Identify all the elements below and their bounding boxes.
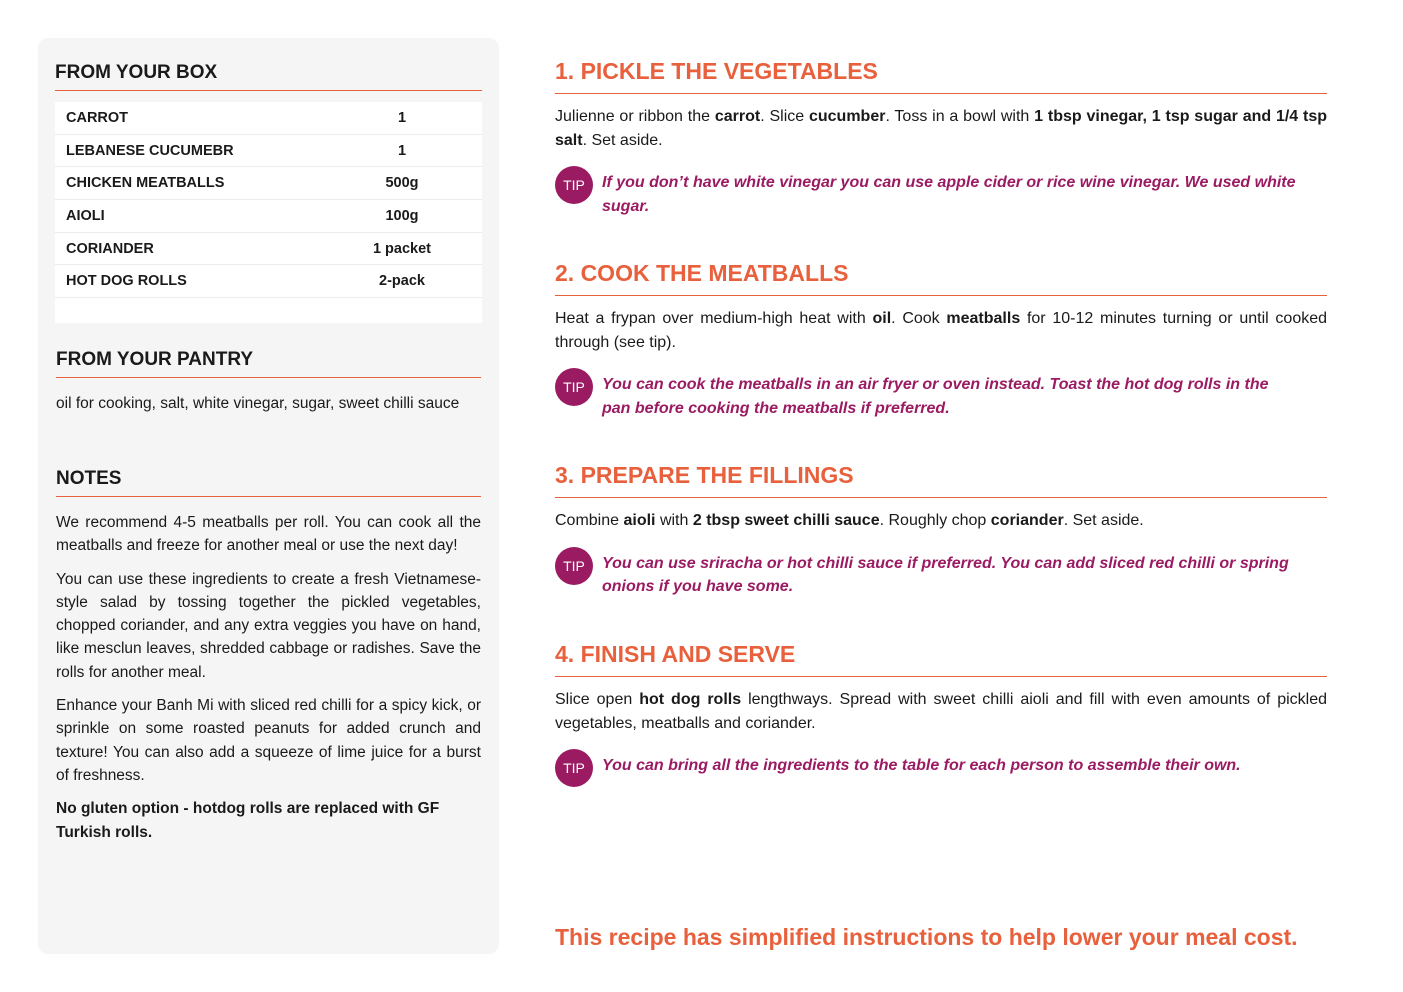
ingredient-qty: 500g bbox=[385, 175, 419, 192]
step-body bbox=[555, 307, 1327, 354]
step-text: . Slice bbox=[760, 108, 809, 125]
step-title: 4. FINISH AND SERVE bbox=[555, 641, 1327, 677]
ingredient-qty: 1 bbox=[397, 142, 407, 159]
from-your-pantry-section bbox=[56, 349, 481, 415]
from-your-box-section bbox=[55, 62, 482, 323]
step-text: . Set aside. bbox=[582, 131, 663, 149]
from-your-pantry-title: FROM YOUR PANTRY bbox=[56, 349, 481, 378]
step-text: Heat a frypan over medium-high heat with bbox=[555, 310, 873, 327]
ingredient-qty: 1 bbox=[397, 109, 407, 126]
from-your-box-title: FROM YOUR BOX bbox=[55, 62, 482, 91]
step-2 bbox=[555, 260, 1327, 420]
step-title: 1. PICKLE THE VEGETABLES bbox=[555, 58, 1327, 94]
ingredient-qty: 1 packet bbox=[372, 240, 432, 257]
step-text: Julienne or ribbon the bbox=[555, 108, 715, 125]
ingredient-highlight: cucumber bbox=[808, 108, 886, 125]
notes-paragraph: Enhance your Banh Mi with sliced red chilli for a spicy kick, or sprinkle on some roasted peanuts for added crunch and texture! You can also add a squeeze of lime juice for a burst of freshness. bbox=[56, 697, 481, 784]
tip bbox=[555, 749, 1327, 787]
step-title: 3. PREPARE THE FILLINGS bbox=[555, 462, 1327, 498]
ingredient-highlight: 1 tbsp vinegar, 1 tsp sugar and 1/4 tsp salt bbox=[555, 108, 1328, 149]
pantry-list: oil for cooking, salt, white vinegar, sugar, sweet chilli sauce bbox=[56, 395, 460, 412]
tip-badge-icon: TIP bbox=[555, 749, 593, 787]
ingredient-highlight: aioli bbox=[623, 512, 656, 529]
ingredient-row bbox=[55, 102, 482, 135]
tip bbox=[555, 368, 1327, 420]
ingredient-row bbox=[55, 200, 482, 233]
ingredient-qty: 100g bbox=[385, 207, 419, 224]
step-4 bbox=[555, 641, 1327, 787]
tip-text: If you don’t have white vinegar you can use apple cider or rice wine vinegar. We used white sugar. bbox=[602, 174, 1296, 215]
gluten-free-note: No gluten option - hotdog rolls are replaced with GF Turkish rolls. bbox=[56, 800, 440, 841]
step-title: 2. COOK THE MEATBALLS bbox=[555, 260, 1327, 296]
tip bbox=[555, 166, 1327, 218]
step-1 bbox=[555, 58, 1327, 218]
step-body bbox=[555, 509, 1327, 533]
ingredient-row bbox=[55, 167, 482, 200]
ingredient-name: CARROT bbox=[66, 109, 129, 126]
notes-section bbox=[56, 468, 481, 844]
notes-title: NOTES bbox=[56, 468, 481, 497]
tip-badge-icon: TIP bbox=[555, 166, 593, 204]
ingredient-name: HOT DOG ROLLS bbox=[66, 273, 187, 290]
ingredient-highlight: coriander bbox=[990, 512, 1064, 529]
ingredient-name: LEBANESE CUCUMEBR bbox=[66, 142, 234, 159]
ingredient-name: CORIANDER bbox=[66, 240, 154, 257]
ingredient-row bbox=[55, 265, 482, 298]
ingredient-row bbox=[55, 135, 482, 168]
step-text: . Set aside. bbox=[1063, 512, 1144, 529]
step-text: . Cook bbox=[891, 310, 947, 327]
notes-paragraph: You can use these ingredients to create a fresh Vietnamese-style salad by tossing together the pickled vegetables, chopped coriander, and any extra veggies you have on hand, like mesclun leaves, shredded cabbage or radishes. Save the rolls for another meal. bbox=[56, 570, 481, 681]
notes-paragraph: We recommend 4-5 meatballs per roll. You can cook all the meatballs and freeze for another meal or use the next day! bbox=[56, 514, 481, 555]
step-body bbox=[555, 105, 1327, 152]
step-text: . Roughly chop bbox=[879, 512, 991, 529]
ingredient-table bbox=[55, 102, 482, 323]
ingredient-highlight: meatballs bbox=[946, 310, 1021, 327]
tip-text: You can cook the meatballs in an air fryer or oven instead. Toast the hot dog rolls in the pan before cooking the meatballs if preferred. bbox=[602, 376, 1269, 417]
tip-badge-icon: TIP bbox=[555, 368, 593, 406]
step-text: Combine bbox=[555, 512, 624, 529]
step-text: Slice open bbox=[555, 691, 640, 708]
ingredient-name: CHICKEN MEATBALLS bbox=[66, 175, 225, 192]
tip bbox=[555, 547, 1327, 599]
ingredient-highlight: oil bbox=[872, 310, 892, 327]
simplified-instructions-note: This recipe has simplified instructions to help lower your meal cost. bbox=[555, 924, 1298, 950]
step-text: for 10-12 minutes turning or until cooked through (see tip). bbox=[555, 310, 1328, 351]
ingredient-qty: 2-pack bbox=[379, 273, 425, 290]
tip-badge-icon: TIP bbox=[555, 547, 593, 585]
step-text: . Toss in a bowl with bbox=[885, 108, 1035, 125]
step-text: with bbox=[655, 512, 693, 529]
step-body bbox=[555, 688, 1327, 735]
tip-text: You can use sriracha or hot chilli sauce if preferred. You can add sliced red chilli or spring onions if you have some. bbox=[602, 554, 1289, 595]
ingredient-row bbox=[55, 233, 482, 266]
step-3 bbox=[555, 462, 1327, 599]
step-text: lengthways. Spread with sweet chilli aioli and fill with even amounts of pickled vegetables, meatballs and coriander. bbox=[555, 691, 1328, 732]
ingredient-highlight: 2 tbsp sweet chilli sauce bbox=[692, 512, 880, 529]
tip-text: You can bring all the ingredients to the table for each person to assemble their own. bbox=[602, 757, 1241, 774]
ingredient-name: AIOLI bbox=[66, 207, 105, 224]
ingredient-highlight: carrot bbox=[714, 108, 761, 125]
ingredients-panel bbox=[38, 38, 499, 954]
ingredient-highlight: hot dog rolls bbox=[639, 691, 742, 708]
